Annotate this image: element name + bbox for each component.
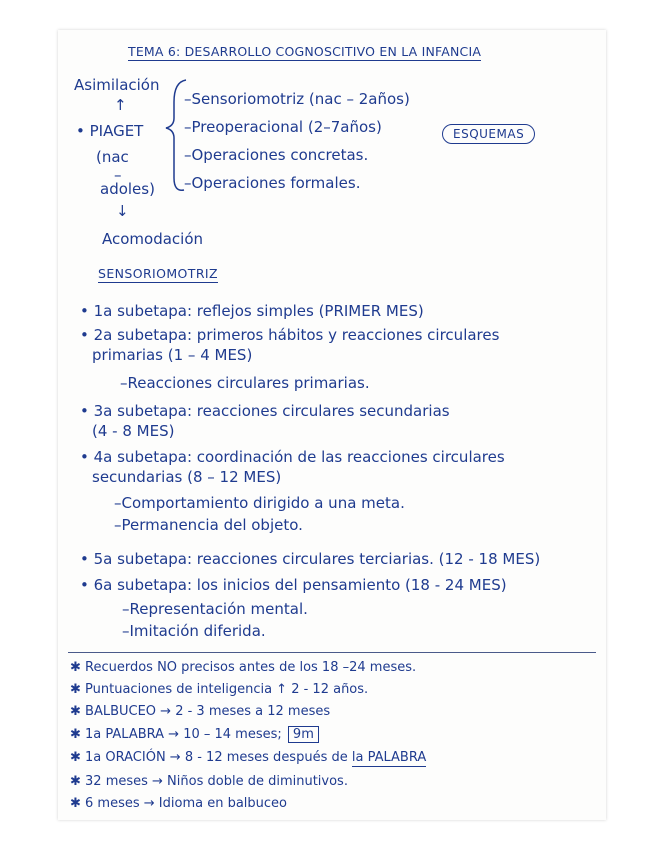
substage-5: • 5a subetapa: reacciones circulares terciarias. (12 - 18 MES) — [80, 550, 541, 568]
note-primera-oracion — [70, 750, 426, 765]
stage-operaciones-concretas: –Operaciones concretas. — [184, 146, 369, 164]
piaget-range-start: (nac — [96, 148, 129, 166]
section-heading: SENSORIOMOTRIZ — [98, 266, 218, 281]
notebook-page — [58, 30, 606, 820]
up-arrow-icon: ↑ — [114, 96, 127, 114]
substage-2-line2: primarias (1 – 4 MES) — [92, 346, 253, 364]
piaget-range-end: adoles) — [100, 180, 155, 198]
note-balbuceo: ✱ BALBUCEO → 2 - 3 meses a 12 meses — [70, 704, 331, 719]
substage-4-line1: • 4a subetapa: coordinación de las reacciones circulares — [80, 448, 505, 466]
substage-4-detail-2: –Permanencia del objeto. — [114, 516, 303, 534]
note-primera-palabra-text: ✱ 1a PALABRA → 10 – 14 meses; — [70, 727, 282, 742]
note-primera-palabra — [70, 726, 319, 743]
page-title: TEMA 6: DESARROLLO COGNOSCITIVO EN LA INFANCIA — [128, 44, 482, 59]
note-inteligencia: ✱ Puntuaciones de inteligencia ↑ 2 - 12 años. — [70, 682, 369, 697]
stage-sensoriomotriz: –Sensoriomotriz (nac – 2años) — [184, 90, 410, 108]
piaget-range-dash: – — [114, 166, 122, 184]
piaget-label: • PIAGET — [76, 122, 144, 140]
note-recuerdos: ✱ Recuerdos NO precisos antes de los 18 –24 meses. — [70, 660, 417, 675]
substage-3-line1: • 3a subetapa: reacciones circulares secundarias — [80, 402, 450, 420]
esquemas-bubble: ESQUEMAS — [442, 124, 535, 144]
substage-4-line2: secundarias (8 – 12 MES) — [92, 468, 282, 486]
stage-operaciones-formales: –Operaciones formales. — [184, 174, 361, 192]
substage-4-detail-1: –Comportamiento dirigido a una meta. — [114, 494, 405, 512]
acomodacion-label: Acomodación — [102, 230, 204, 248]
substage-3-line2: (4 - 8 MES) — [92, 422, 175, 440]
notes-divider — [68, 652, 596, 653]
nine-months-box: 9m — [288, 726, 319, 743]
substage-6-detail-2: –Imitación diferida. — [122, 622, 266, 640]
brace-icon — [166, 80, 186, 190]
substage-6-detail-1: –Representación mental. — [122, 600, 308, 618]
stage-preoperacional: –Preoperacional (2–7años) — [184, 118, 382, 136]
substage-1: • 1a subetapa: reflejos simples (PRIMER MES) — [80, 302, 424, 320]
substage-6: • 6a subetapa: los inicios del pensamiento (18 - 24 MES) — [80, 576, 507, 594]
note-idioma: ✱ 6 meses → Idioma en balbuceo — [70, 796, 287, 811]
asimilacion-label: Asimilación — [74, 76, 160, 94]
note-primera-oracion-underlined: la PALABRA — [351, 750, 427, 765]
note-diminutivos: ✱ 32 meses → Niños doble de diminutivos. — [70, 774, 348, 789]
substage-2-line1: • 2a subetapa: primeros hábitos y reacciones circulares — [80, 326, 500, 344]
substage-2-detail: –Reacciones circulares primarias. — [120, 374, 370, 392]
down-arrow-icon: ↓ — [116, 202, 129, 220]
note-primera-oracion-text: ✱ 1a ORACIÓN → 8 - 12 meses después de — [70, 750, 352, 765]
